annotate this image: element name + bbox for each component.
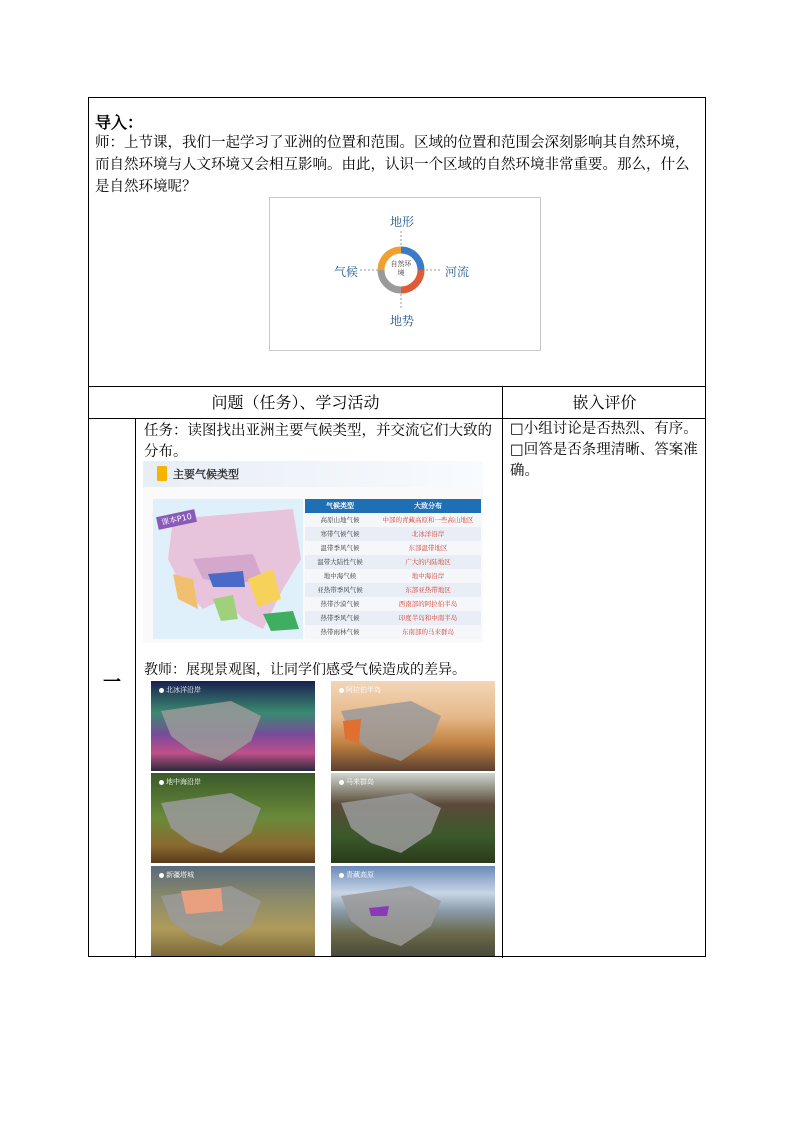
climate-figure-banner <box>143 461 483 487</box>
photo-xinjiang-tacheng <box>151 866 315 956</box>
row-number: 一 <box>103 672 121 693</box>
location-pin-icon <box>339 780 344 785</box>
photo-label: 北冰洋沿岸 <box>166 686 201 694</box>
mindmap-left-label: 气候 <box>334 265 359 279</box>
task-text: 任务：读图找出亚洲主要气候类型，并交流它们大致的分布。 <box>144 423 492 460</box>
evaluation-criteria <box>510 419 704 482</box>
photo-mediterranean-coast <box>151 773 315 863</box>
legend-climate-type: 热带雨林气候 <box>320 628 360 636</box>
location-pin-icon <box>159 780 164 785</box>
legend-row <box>305 625 481 639</box>
legend-climate-type: 寒带气候气候 <box>320 530 360 538</box>
intro-title: 导入： <box>95 113 144 132</box>
legend-row <box>305 611 481 625</box>
legend-climate-type: 温带季风气候 <box>320 544 360 552</box>
legend-row <box>305 597 481 611</box>
location-pin-icon <box>339 873 344 878</box>
location-pin-icon <box>159 873 164 878</box>
climate-figure-title: 主要气候类型 <box>173 468 239 481</box>
photo-arabian-peninsula <box>331 681 495 771</box>
photo-label: 青藏高原 <box>346 871 374 879</box>
legend-row <box>305 555 481 569</box>
photo-malay-archipelago <box>331 773 495 863</box>
mindmap-top-label: 地形 <box>390 215 415 229</box>
photo-label: 阿拉伯半岛 <box>346 686 381 694</box>
legend-row <box>305 569 481 583</box>
legend-row <box>305 583 481 597</box>
legend-distribution: 东部亚热带地区 <box>405 586 451 594</box>
textbook-page-stamp: 课本P10 <box>156 509 197 530</box>
legend-distribution: 北冰洋沿岸 <box>411 530 445 538</box>
legend-climate-type: 地中海气候 <box>323 572 357 580</box>
climate-types-figure <box>143 461 483 643</box>
eval-item-answer: □回答是否条理清晰、答案准确。 <box>510 442 698 479</box>
photo-qinghai-tibet-plateau <box>331 866 495 956</box>
teacher-text: 教师：展现景观图，让同学们感受气候造成的差异。 <box>144 662 466 678</box>
legend-header-type: 气候类型 <box>326 502 354 510</box>
intro-body: 师：上节课，我们一起学习了亚洲的位置和范围。区域的位置和范围会深刻影响其自然环境，而自然环境与人文环境又会相互影响。由此，认识一个区域的自然环境非常重要。那么，什么是自然环境呢？ <box>95 135 690 195</box>
climate-legend-table <box>305 499 481 639</box>
legend-row <box>305 513 481 527</box>
legend-distribution: 广大的内陆地区 <box>405 558 451 566</box>
legend-distribution: 东南部的马来群岛 <box>402 628 454 636</box>
eval-item-discussion: □小组讨论是否热烈、有序。 <box>510 421 698 437</box>
legend-header-row <box>305 499 481 513</box>
location-pin-icon <box>159 688 164 693</box>
table-divider-intro <box>89 386 705 387</box>
legend-distribution: 印度半岛和中南半岛 <box>398 614 458 622</box>
legend-climate-type: 高原山地气候 <box>320 516 360 524</box>
legend-distribution: 东部温带地区 <box>408 544 448 552</box>
header-activity: 问题（任务）、学习活动 <box>211 393 380 412</box>
header-evaluation: 嵌入评价 <box>572 393 637 412</box>
photo-label: 地中海沿岸 <box>166 778 201 786</box>
legend-header-distribution: 大致分布 <box>414 502 442 510</box>
legend-climate-type: 热带沙漠气候 <box>320 600 360 608</box>
legend-climate-type: 温带大陆性气候 <box>317 558 363 566</box>
mindmap-center-label: 自然环境 <box>390 260 412 277</box>
location-pin-icon <box>339 688 344 693</box>
legend-row <box>305 541 481 555</box>
mindmap-right-label: 河流 <box>445 265 470 279</box>
natural-environment-diagram <box>269 197 541 351</box>
legend-climate-type: 亚热带季风气候 <box>317 586 363 594</box>
legend-distribution: 西南部的阿拉伯半岛 <box>398 600 458 608</box>
legend-row <box>305 527 481 541</box>
legend-distribution: 地中海沿岸 <box>411 572 445 580</box>
column-divider-number <box>135 418 136 958</box>
legend-climate-type: 热带季风气候 <box>320 614 360 622</box>
lesson-table <box>88 97 706 957</box>
photo-label: 新疆塔城 <box>166 871 194 879</box>
photo-label: 马来群岛 <box>346 778 374 786</box>
photo-arctic-coast <box>151 681 315 771</box>
mindmap-bottom-label: 地势 <box>390 314 415 328</box>
legend-distribution: 中部的青藏高原和一些高山地区 <box>382 516 474 524</box>
book-icon <box>157 466 167 481</box>
